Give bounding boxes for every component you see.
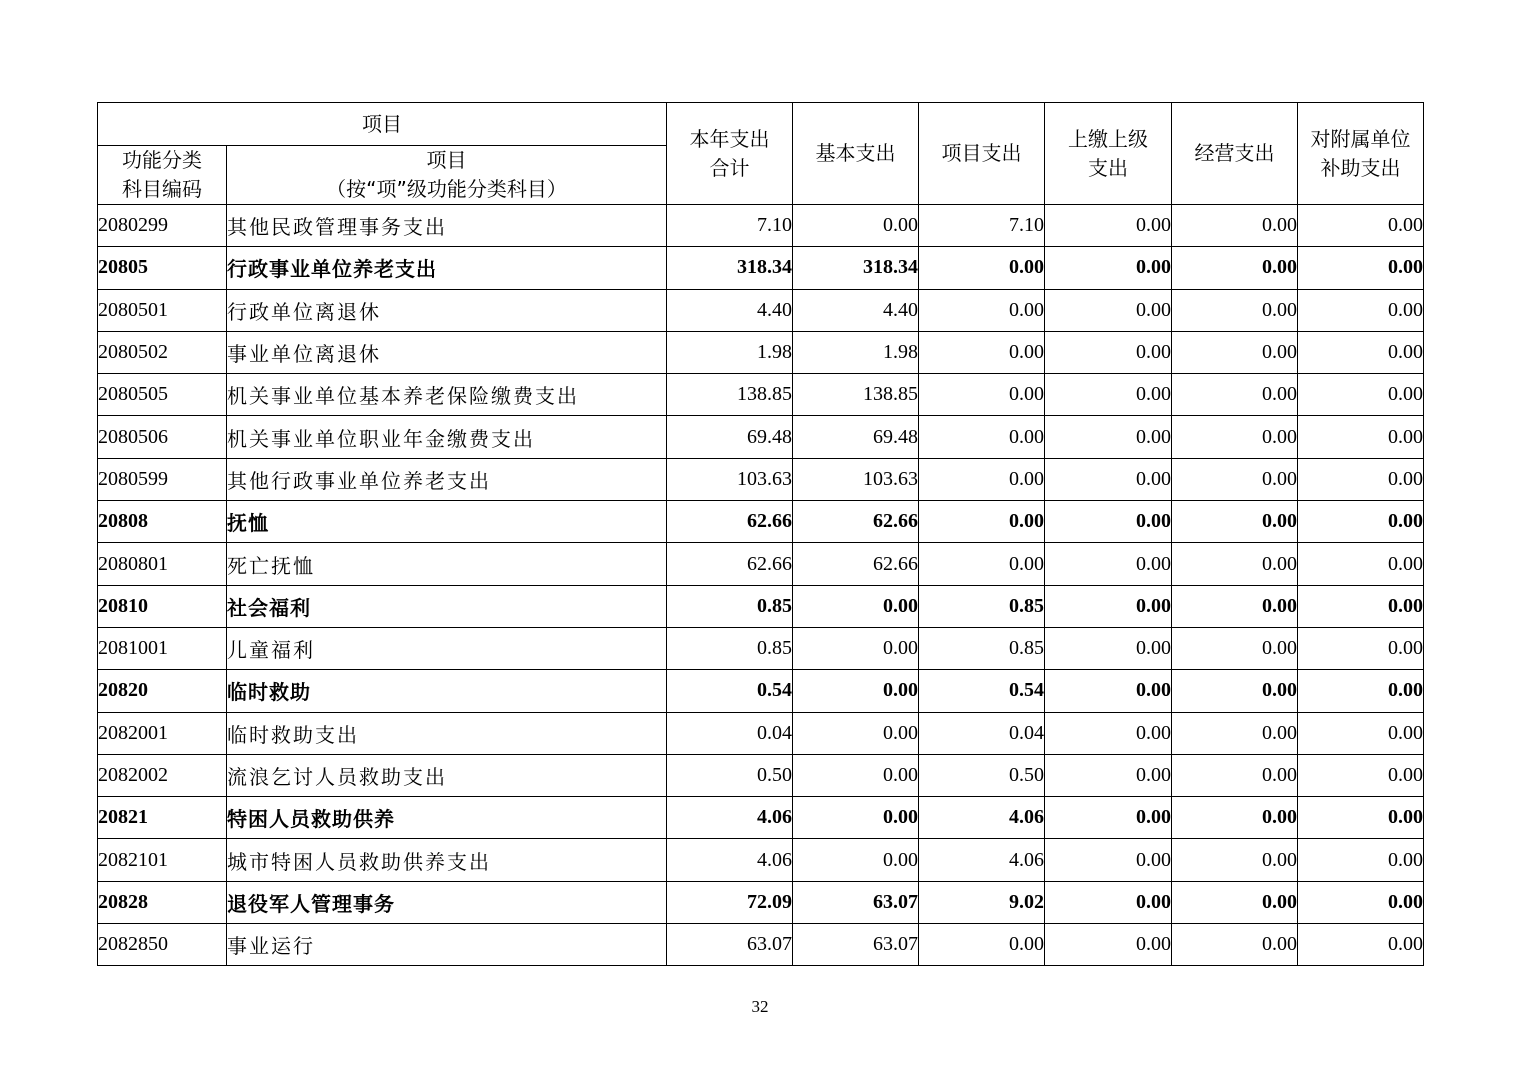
cell-total: 63.07 — [667, 924, 793, 966]
cell-subsidiary: 0.00 — [1298, 205, 1424, 247]
cell-project: 0.00 — [919, 289, 1045, 331]
cell-name: 其他行政事业单位养老支出 — [227, 458, 667, 500]
cell-basic: 62.66 — [793, 501, 919, 543]
cell-total: 0.50 — [667, 754, 793, 796]
cell-name: 儿童福利 — [227, 627, 667, 669]
cell-basic: 4.40 — [793, 289, 919, 331]
table-body — [98, 205, 1424, 966]
cell-name: 退役军人管理事务 — [227, 881, 667, 923]
page-number: 32 — [751, 997, 769, 1016]
table-row — [98, 754, 1424, 796]
cell-name: 流浪乞讨人员救助支出 — [227, 754, 667, 796]
expenditure-table — [97, 102, 1424, 966]
cell-upper: 0.00 — [1045, 458, 1172, 500]
cell-subsidiary: 0.00 — [1298, 543, 1424, 585]
table-row — [98, 289, 1424, 331]
cell-upper: 0.00 — [1045, 839, 1172, 881]
cell-project: 9.02 — [919, 881, 1045, 923]
cell-name: 机关事业单位基本养老保险缴费支出 — [227, 374, 667, 416]
cell-name: 临时救助 — [227, 670, 667, 712]
cell-basic: 138.85 — [793, 374, 919, 416]
table-row — [98, 670, 1424, 712]
cell-subsidiary: 0.00 — [1298, 374, 1424, 416]
cell-basic: 63.07 — [793, 924, 919, 966]
cell-upper: 0.00 — [1045, 585, 1172, 627]
header-name-line2: （按“项”级功能分类科目） — [326, 177, 567, 201]
cell-basic: 0.00 — [793, 754, 919, 796]
cell-subsidiary: 0.00 — [1298, 670, 1424, 712]
table-row — [98, 585, 1424, 627]
cell-project: 4.06 — [919, 839, 1045, 881]
cell-total: 62.66 — [667, 543, 793, 585]
table-row — [98, 712, 1424, 754]
cell-total: 4.06 — [667, 797, 793, 839]
cell-subsidiary: 0.00 — [1298, 924, 1424, 966]
table-row — [98, 374, 1424, 416]
header-project: 项目支出 — [919, 103, 1045, 205]
cell-business: 0.00 — [1172, 501, 1298, 543]
cell-code: 20820 — [98, 670, 227, 712]
cell-upper: 0.00 — [1045, 205, 1172, 247]
cell-name: 城市特困人员救助供养支出 — [227, 839, 667, 881]
cell-business: 0.00 — [1172, 331, 1298, 373]
cell-project: 0.00 — [919, 416, 1045, 458]
cell-upper: 0.00 — [1045, 754, 1172, 796]
cell-code: 20808 — [98, 501, 227, 543]
header-total-line1: 本年支出 — [689, 126, 770, 151]
cell-project: 0.00 — [919, 543, 1045, 585]
cell-name: 机关事业单位职业年金缴费支出 — [227, 416, 667, 458]
cell-total: 72.09 — [667, 881, 793, 923]
cell-basic: 0.00 — [793, 797, 919, 839]
cell-basic: 1.98 — [793, 331, 919, 373]
cell-upper: 0.00 — [1045, 797, 1172, 839]
cell-upper: 0.00 — [1045, 374, 1172, 416]
cell-subsidiary: 0.00 — [1298, 797, 1424, 839]
cell-total: 62.66 — [667, 501, 793, 543]
cell-upper: 0.00 — [1045, 501, 1172, 543]
header-subsidiary-line1: 对附属单位 — [1310, 126, 1411, 151]
cell-project: 0.04 — [919, 712, 1045, 754]
cell-basic: 103.63 — [793, 458, 919, 500]
cell-project: 0.00 — [919, 247, 1045, 289]
cell-total: 0.54 — [667, 670, 793, 712]
cell-code: 2082002 — [98, 754, 227, 796]
cell-business: 0.00 — [1172, 924, 1298, 966]
cell-upper: 0.00 — [1045, 543, 1172, 585]
cell-upper: 0.00 — [1045, 627, 1172, 669]
cell-code: 20805 — [98, 247, 227, 289]
cell-subsidiary: 0.00 — [1298, 331, 1424, 373]
cell-code: 2080599 — [98, 458, 227, 500]
cell-subsidiary: 0.00 — [1298, 712, 1424, 754]
table-row — [98, 247, 1424, 289]
cell-total: 138.85 — [667, 374, 793, 416]
cell-code: 2080801 — [98, 543, 227, 585]
cell-code: 2082850 — [98, 924, 227, 966]
cell-project: 4.06 — [919, 797, 1045, 839]
table-row — [98, 881, 1424, 923]
header-subsidiary-line2: 补助支出 — [1320, 155, 1401, 180]
cell-code: 2082101 — [98, 839, 227, 881]
cell-basic: 0.00 — [793, 712, 919, 754]
cell-basic: 0.00 — [793, 627, 919, 669]
cell-basic: 0.00 — [793, 839, 919, 881]
cell-business: 0.00 — [1172, 712, 1298, 754]
cell-subsidiary: 0.00 — [1298, 754, 1424, 796]
cell-name: 临时救助支出 — [227, 712, 667, 754]
cell-subsidiary: 0.00 — [1298, 458, 1424, 500]
cell-upper: 0.00 — [1045, 247, 1172, 289]
cell-project: 0.00 — [919, 374, 1045, 416]
cell-code: 20821 — [98, 797, 227, 839]
cell-name: 社会福利 — [227, 585, 667, 627]
cell-project: 0.00 — [919, 924, 1045, 966]
cell-basic: 63.07 — [793, 881, 919, 923]
cell-name: 抚恤 — [227, 501, 667, 543]
cell-subsidiary: 0.00 — [1298, 627, 1424, 669]
table-row — [98, 543, 1424, 585]
cell-code: 2080505 — [98, 374, 227, 416]
cell-subsidiary: 0.00 — [1298, 839, 1424, 881]
cell-total: 1.98 — [667, 331, 793, 373]
header-subsidiary — [1298, 103, 1424, 205]
cell-business: 0.00 — [1172, 289, 1298, 331]
header-upper-line2: 支出 — [1088, 155, 1128, 180]
cell-basic: 69.48 — [793, 416, 919, 458]
table-row — [98, 797, 1424, 839]
cell-upper: 0.00 — [1045, 289, 1172, 331]
cell-basic: 62.66 — [793, 543, 919, 585]
cell-business: 0.00 — [1172, 627, 1298, 669]
cell-upper: 0.00 — [1045, 712, 1172, 754]
cell-code: 20810 — [98, 585, 227, 627]
cell-name: 特困人员救助供养 — [227, 797, 667, 839]
cell-basic: 0.00 — [793, 585, 919, 627]
cell-business: 0.00 — [1172, 670, 1298, 712]
cell-business: 0.00 — [1172, 585, 1298, 627]
cell-name: 事业单位离退休 — [227, 331, 667, 373]
cell-total: 0.85 — [667, 585, 793, 627]
header-code-line1: 功能分类 — [122, 148, 202, 172]
header-row-1 — [98, 103, 1424, 146]
cell-subsidiary: 0.00 — [1298, 585, 1424, 627]
cell-name: 事业运行 — [227, 924, 667, 966]
cell-business: 0.00 — [1172, 839, 1298, 881]
cell-basic: 0.00 — [793, 205, 919, 247]
cell-project: 0.54 — [919, 670, 1045, 712]
cell-subsidiary: 0.00 — [1298, 289, 1424, 331]
cell-basic: 318.34 — [793, 247, 919, 289]
cell-business: 0.00 — [1172, 205, 1298, 247]
header-total-line2: 合计 — [709, 155, 750, 180]
cell-code: 2080501 — [98, 289, 227, 331]
cell-subsidiary: 0.00 — [1298, 247, 1424, 289]
cell-upper: 0.00 — [1045, 881, 1172, 923]
cell-code: 2082001 — [98, 712, 227, 754]
header-upper — [1045, 103, 1172, 205]
header-basic: 基本支出 — [793, 103, 919, 205]
header-name — [227, 146, 667, 205]
cell-total: 103.63 — [667, 458, 793, 500]
table-row — [98, 924, 1424, 966]
header-upper-line1: 上缴上级 — [1068, 126, 1148, 151]
cell-subsidiary: 0.00 — [1298, 881, 1424, 923]
cell-total: 0.85 — [667, 627, 793, 669]
cell-project: 0.00 — [919, 331, 1045, 373]
cell-business: 0.00 — [1172, 416, 1298, 458]
cell-name: 死亡抚恤 — [227, 543, 667, 585]
header-name-line1: 项目 — [426, 148, 467, 172]
cell-project: 0.00 — [919, 458, 1045, 500]
cell-total: 4.40 — [667, 289, 793, 331]
table-row — [98, 416, 1424, 458]
cell-project: 7.10 — [919, 205, 1045, 247]
cell-code: 2080506 — [98, 416, 227, 458]
cell-total: 318.34 — [667, 247, 793, 289]
cell-subsidiary: 0.00 — [1298, 501, 1424, 543]
cell-total: 0.04 — [667, 712, 793, 754]
cell-business: 0.00 — [1172, 797, 1298, 839]
cell-upper: 0.00 — [1045, 924, 1172, 966]
cell-business: 0.00 — [1172, 458, 1298, 500]
cell-subsidiary: 0.00 — [1298, 416, 1424, 458]
cell-business: 0.00 — [1172, 543, 1298, 585]
cell-code: 2081001 — [98, 627, 227, 669]
cell-upper: 0.00 — [1045, 416, 1172, 458]
table-row — [98, 839, 1424, 881]
cell-business: 0.00 — [1172, 881, 1298, 923]
header-code — [98, 146, 227, 205]
cell-upper: 0.00 — [1045, 331, 1172, 373]
cell-basic: 0.00 — [793, 670, 919, 712]
cell-business: 0.00 — [1172, 374, 1298, 416]
cell-upper: 0.00 — [1045, 670, 1172, 712]
cell-name: 其他民政管理事务支出 — [227, 205, 667, 247]
cell-business: 0.00 — [1172, 247, 1298, 289]
header-total — [667, 103, 793, 205]
cell-project: 0.50 — [919, 754, 1045, 796]
cell-total: 4.06 — [667, 839, 793, 881]
header-item-group: 项目 — [98, 103, 667, 146]
cell-name: 行政单位离退休 — [227, 289, 667, 331]
table-row — [98, 205, 1424, 247]
cell-project: 0.85 — [919, 585, 1045, 627]
cell-code: 2080299 — [98, 205, 227, 247]
cell-total: 69.48 — [667, 416, 793, 458]
cell-total: 7.10 — [667, 205, 793, 247]
table-row — [98, 627, 1424, 669]
table-row — [98, 331, 1424, 373]
header-business: 经营支出 — [1172, 103, 1298, 205]
cell-name: 行政事业单位养老支出 — [227, 247, 667, 289]
table-row — [98, 458, 1424, 500]
cell-project: 0.00 — [919, 501, 1045, 543]
table-row — [98, 501, 1424, 543]
cell-code: 20828 — [98, 881, 227, 923]
cell-code: 2080502 — [98, 331, 227, 373]
header-code-line2: 科目编码 — [122, 177, 202, 201]
cell-project: 0.85 — [919, 627, 1045, 669]
cell-business: 0.00 — [1172, 754, 1298, 796]
